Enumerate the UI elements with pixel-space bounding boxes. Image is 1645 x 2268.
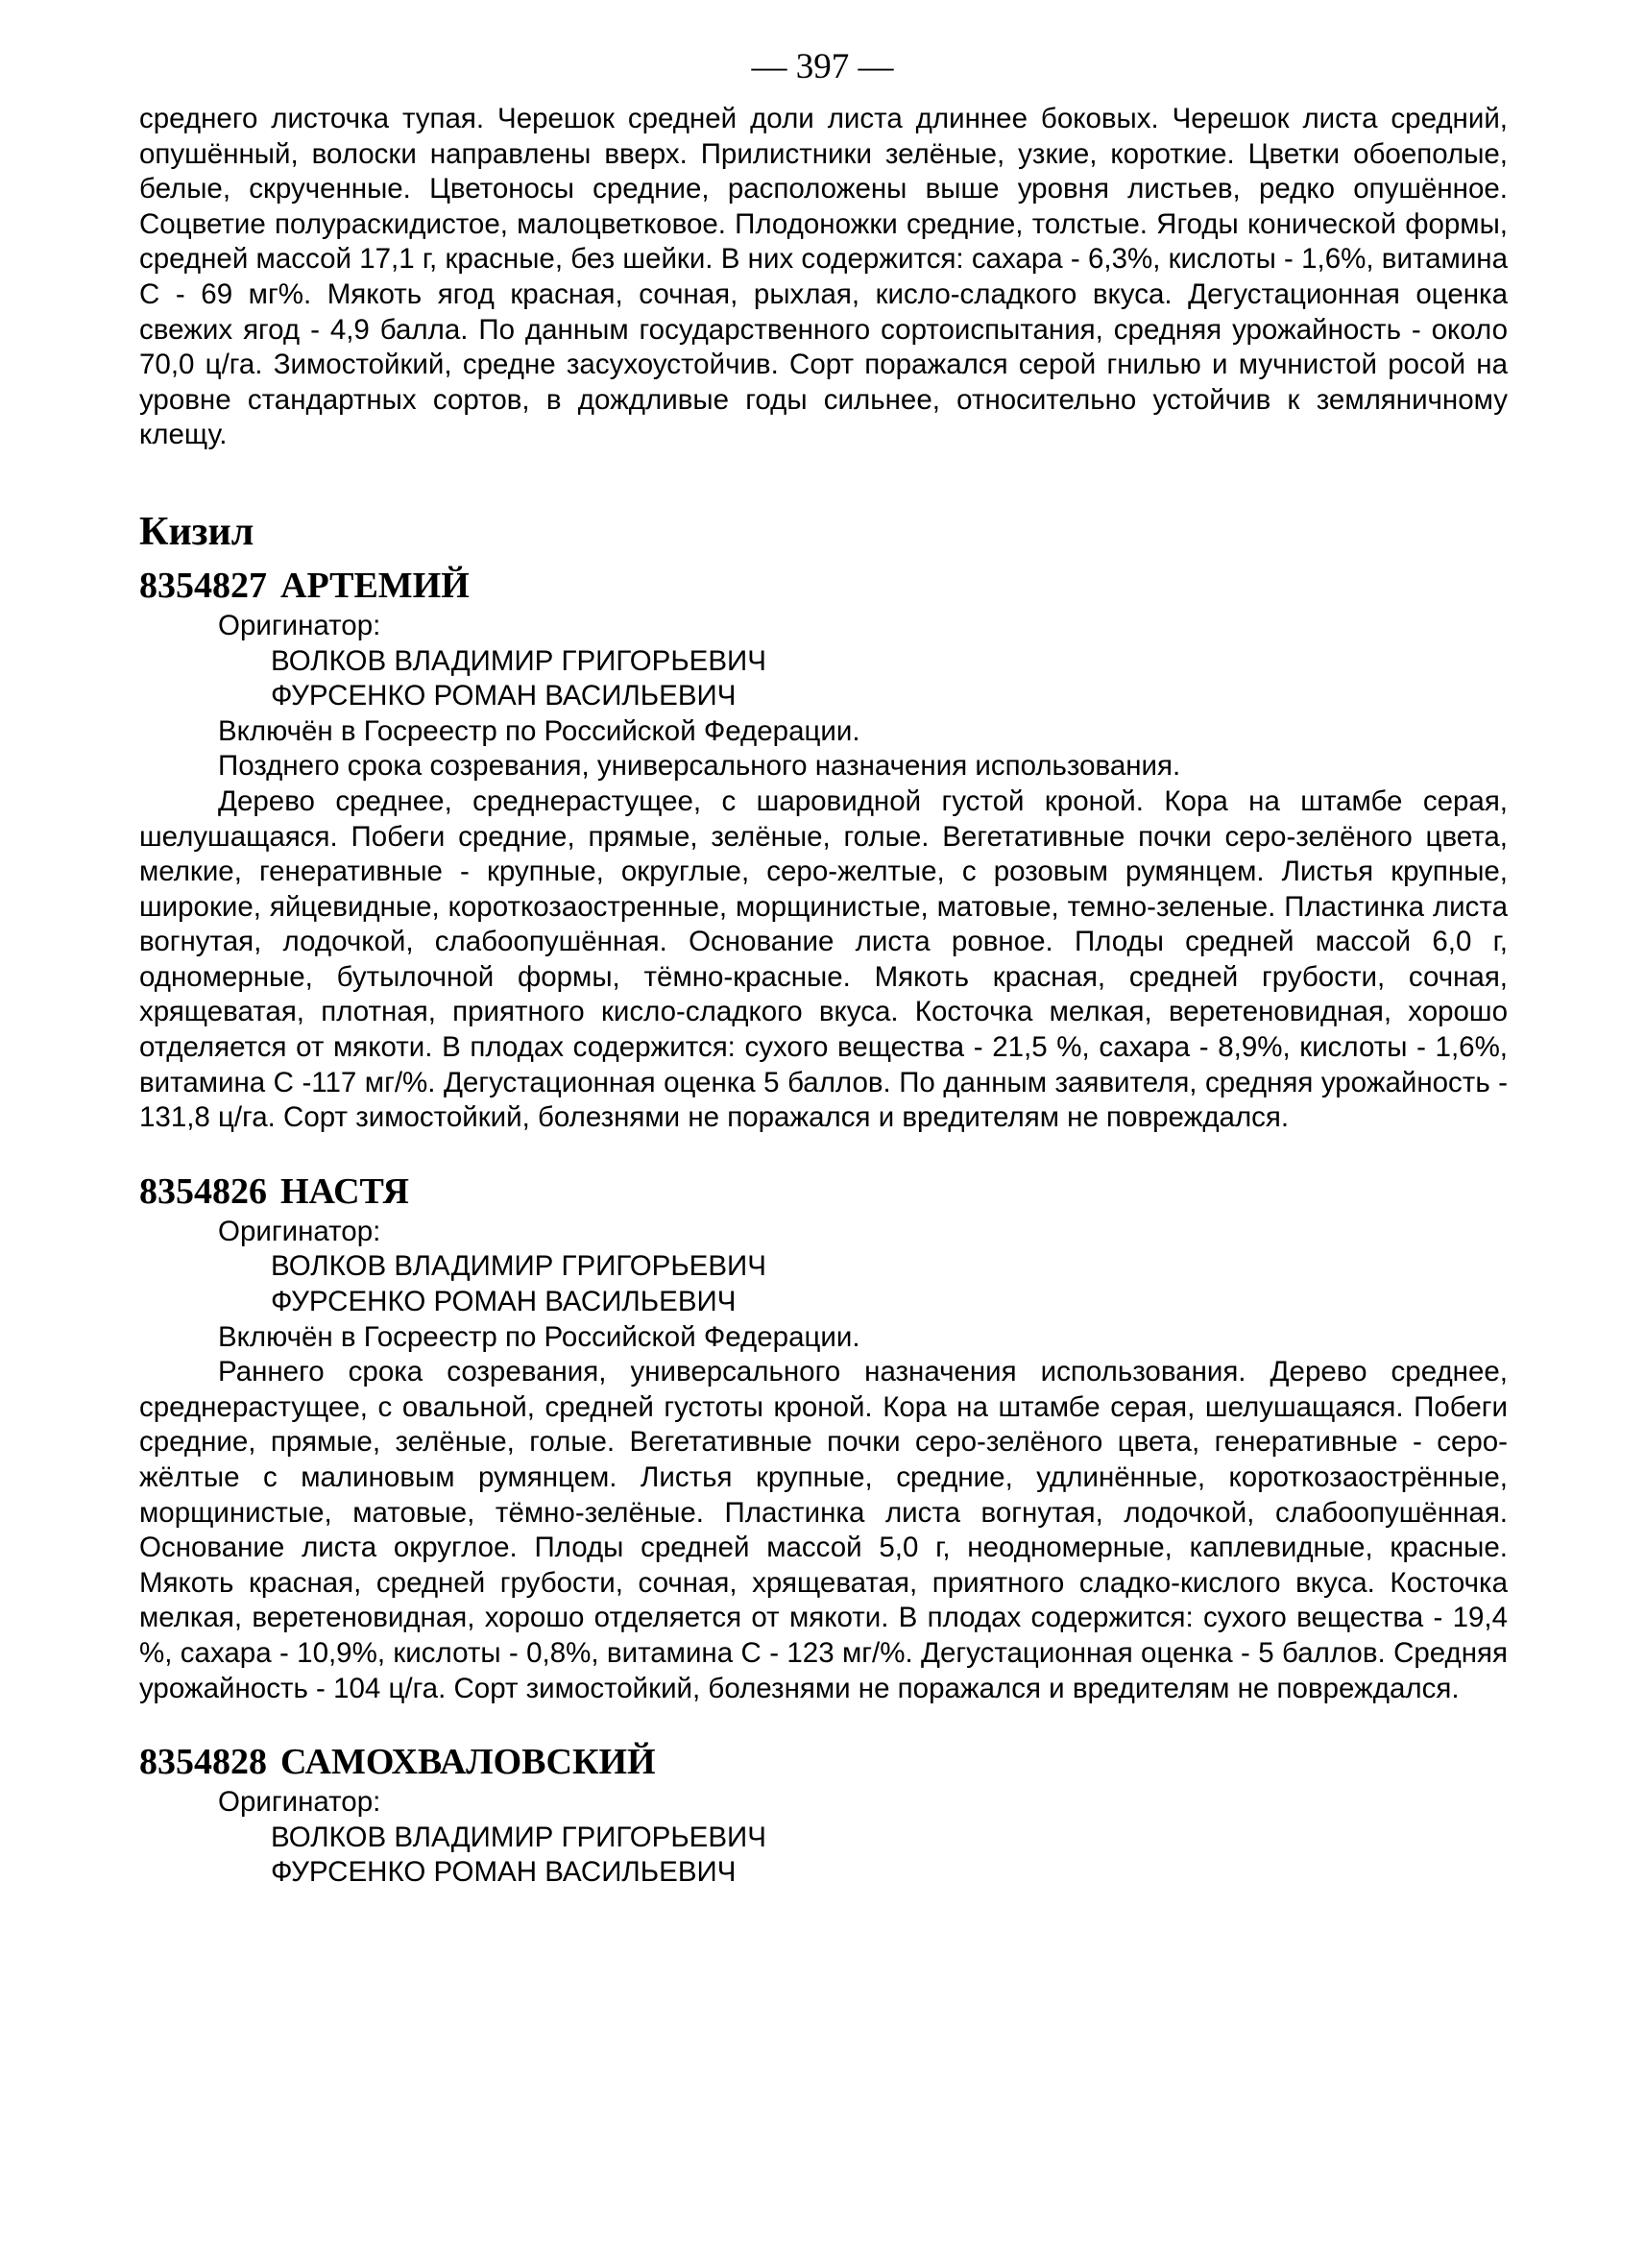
originator-label: Оригинатор: xyxy=(218,1215,381,1247)
maturity-note: Позднего срока созревания, универсального назначения использования. xyxy=(218,750,1181,783)
variety-code: 8354828 xyxy=(139,1742,267,1783)
originator-label: Оригинатор: xyxy=(218,1786,381,1819)
variety-entry xyxy=(139,1169,1508,1706)
variety-name: АРТЕМИЙ xyxy=(280,565,470,606)
page-number: — 397 — xyxy=(751,47,894,86)
variety-code: 8354826 xyxy=(139,1170,267,1212)
variety-code: 8354827 xyxy=(139,565,267,606)
originator-name: ФУРСЕНКО РОМАН ВАСИЛЬЕВИЧ xyxy=(271,1286,737,1318)
variety-title xyxy=(139,1739,1508,1785)
variety-title xyxy=(139,1169,1508,1215)
originator-name: ФУРСЕНКО РОМАН ВАСИЛЬЕВИЧ xyxy=(271,680,737,712)
originator-label: Оригинатор: xyxy=(218,609,381,641)
document-body xyxy=(139,102,1508,1891)
originator-name: ФУРСЕНКО РОМАН ВАСИЛЬЕВИЧ xyxy=(271,1856,737,1889)
originator-name: ВОЛКОВ ВЛАДИМИР ГРИГОРЬЕВИЧ xyxy=(271,1250,766,1283)
originator-name: ВОЛКОВ ВЛАДИМИР ГРИГОРЬЕВИЧ xyxy=(271,644,766,677)
variety-entry xyxy=(139,1739,1508,1891)
variety-description: Дерево среднее, среднерастущее, с шаровидной густой кроной. Кора на штамбе серая, шелушащаяся. Побеги средние, прямые, зелёные, голые. Вегетативные почки серо-зелёного цвета, мелкие, генеративные - крупные, округлые, серо-желтые, с розовым румянцем. Листья крупные, широкие, яйцевидные, короткозаостренные, морщинистые, матовые, темно-зеленые. Пластинка листа вогнутая, лодочкой, слабоопушённая. Основание листа ровное. Плоды средней массой 6,0 г, одномерные, бутылочной формы, тёмно-красные. Мякоть красная, средней грубости, сочная, хрящеватая, плотная, приятного кисло-сладкого вкуса. Косточка мелкая, веретеновидная, хорошо отделяется от мякоти. В плодах содержится: сухого вещества - 21,5 %, сахара - 8,9%, кислоты - 1,6%, витамина С -117 мг/%. Дегустационная оценка 5 баллов. По данным заявителя, средняя урожайность - 131,8 ц/га. Сорт зимостойкий, болезнями не поражался и вредителям не повреждался. xyxy=(139,784,1508,1134)
variety-entry xyxy=(139,563,1508,1136)
variety-description: Раннего срока созревания, универсального назначения использования. Дерево среднее, среднерастущее, с овальной, средней густоты кроной. Кора на штамбе серая, шелушащаяся. Побеги средние, прямые, зелёные, голые. Вегетативные почки серо-зелёного цвета, генеративные - серо-жёлтые с малиновым румянцем. Листья крупные, средние, удлинённые, короткозаострённые, морщинистые, матовые, тёмно-зелёные. Пластинка листа вогнутая, лодочкой, слабоопушённая. Основание листа округлое. Плоды средней массой 5,0 г, неодномерные, каплевидные, красные. Мякоть красная, средней грубости, сочная, хрящеватая, приятного сладко-кислого вкуса. Косточка мелкая, веретеновидная, хорошо отделяется от мякоти. В плодах содержится: сухого вещества - 19,4 %, сахара - 10,9%, кислоты - 0,8%, витамина С - 123 мг/%. Дегустационная оценка - 5 баллов. Средняя урожайность - 104 ц/га. Сорт зимостойкий, болезнями не поражался и вредителям не повреждался. xyxy=(139,1356,1508,1704)
originator-name: ВОЛКОВ ВЛАДИМИР ГРИГОРЬЕВИЧ xyxy=(271,1821,766,1853)
section-title: Кизил xyxy=(139,509,254,554)
variety-title xyxy=(139,563,1508,609)
intro-section xyxy=(139,102,1508,453)
variety-name: САМОХВАЛОВСКИЙ xyxy=(280,1742,656,1783)
registry-status: Включён в Госреестр по Российской Федерации. xyxy=(218,1320,860,1353)
registry-status: Включён в Госреестр по Российской Федерации. xyxy=(218,714,860,747)
variety-name: НАСТЯ xyxy=(280,1170,409,1212)
intro-paragraph: среднего листочка тупая. Черешок средней доли листа длиннее боковых. Черешок листа средний, опушённый, волоски направлены вверх. Прилистники зелёные, узкие, короткие. Цветки обоеполые, белые, скрученные. Цветоносы средние, расположены выше уровня листьев, редко опушённое. Соцветие полураскидистое, малоцветковое. Плодоножки средние, толстые. Ягоды конической формы, средней массой 17,1 г, красные, без шейки. В них содержится: сахара - 6,3%, кислоты - 1,6%, витамина С - 69 мг%. Мякоть ягод красная, сочная, рыхлая, кисло-сладкого вкуса. Дегустационная оценка свежих ягод - 4,9 балла. По данным государственного сортоиспытания, средняя урожайность - около 70,0 ц/га. Зимостойкий, средне засухоустойчив. Сорт поражался серой гнилью и мучнистой росой на уровне стандартных сортов, в дождливые годы сильнее, относительно устойчив к земляничному клещу. xyxy=(139,103,1508,451)
